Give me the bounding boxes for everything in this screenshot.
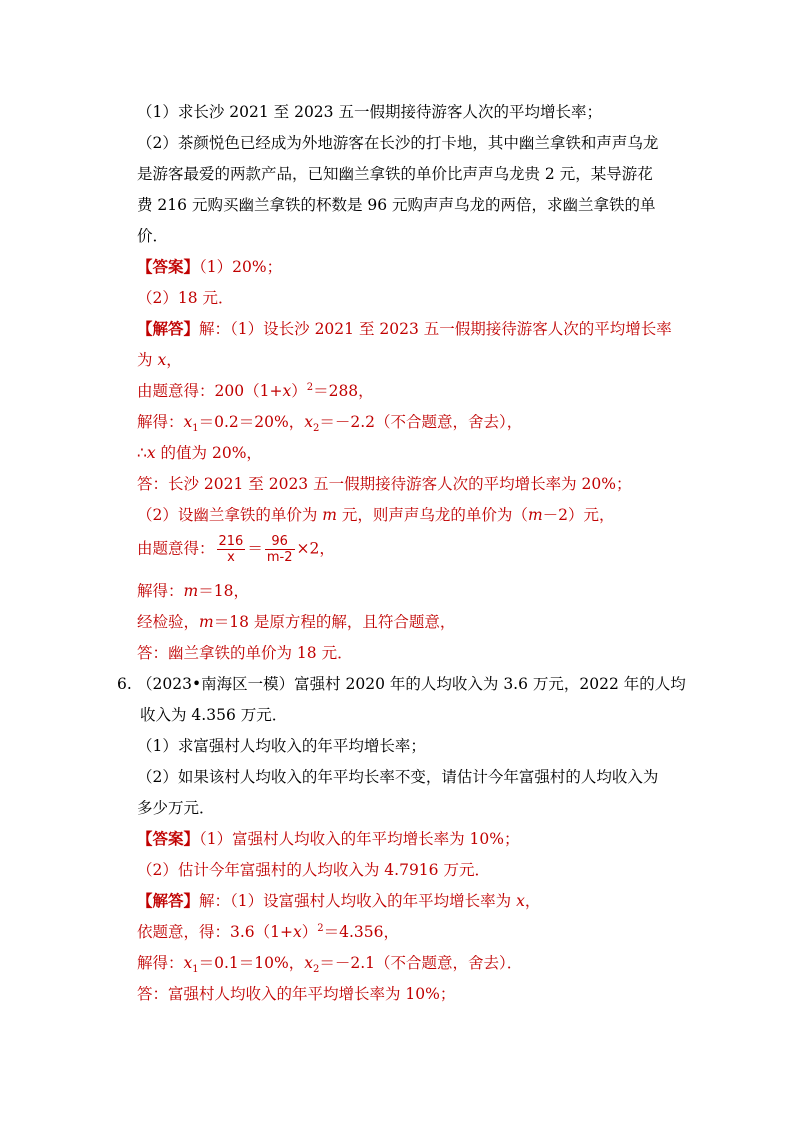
subscript: 1 [192, 964, 199, 976]
solution-roots-2 [137, 581, 249, 601]
text: （1）20%； [199, 258, 283, 276]
variable: x [516, 892, 525, 910]
text: 解： [199, 892, 231, 910]
variable: m [199, 613, 214, 631]
text: 元，则声声乌龙的单价为（ [337, 506, 528, 524]
denominator: m-2 [266, 550, 293, 565]
text: （2）18 元． [137, 289, 234, 307]
text: ＝－2.2（不合题意，舍去）， [319, 413, 523, 431]
numerator: 216 [218, 534, 244, 549]
text: 经检验， [137, 613, 200, 631]
therefore-symbol: ∴ [137, 444, 147, 462]
text: 为 [137, 351, 158, 369]
text: ＝288， [313, 382, 374, 400]
question-6-line-2 [140, 705, 287, 725]
text: 答：富强村人均收入的年平均增长率为 10%； [137, 985, 456, 1003]
text: 费 216 元购买幽兰拿铁的杯数是 96 元购声声乌龙的两倍，求幽兰拿铁的单 [137, 196, 656, 214]
variable: m [322, 506, 337, 524]
text: 解得： [137, 582, 184, 600]
text: 多少万元． [137, 799, 215, 817]
text: 由题意得：200（1+ [137, 382, 283, 400]
question-6-part-1 [137, 736, 426, 756]
subscript: 2 [313, 423, 320, 435]
answer-6-line-2 [137, 860, 490, 880]
text: （2）茶颜悦色已经成为外地游客在长沙的打卡地，其中幽兰拿铁和声声乌龙 [137, 134, 659, 152]
solution-tag: 【解答】 [137, 891, 200, 910]
answer-line-1 [137, 257, 282, 277]
subscript: 2 [313, 964, 320, 976]
fraction-96-over-m-minus-2 [265, 534, 295, 565]
text: ＝4.356， [323, 923, 400, 941]
solution-check [137, 612, 455, 632]
text: 解得： [137, 954, 184, 972]
text: 由题意得： [137, 539, 215, 558]
solution-tag: 【解答】 [137, 319, 200, 338]
solution-roots-1 [137, 412, 523, 435]
question-part-2-line-4 [137, 226, 168, 246]
text: （2023•南海区一模）富强村 2020 年的人均收入为 3.6 万元，2022 年的人均 [137, 675, 686, 693]
text: ×2， [296, 539, 335, 558]
question-number: 6. [117, 675, 132, 693]
text: （1）求富强村人均收入的年平均增长率； [137, 737, 426, 755]
text: 依题意，得：3.6（1+ [137, 923, 293, 941]
solution-answer-2 [137, 643, 353, 663]
solution-equation-1 [137, 381, 374, 401]
text: 解得： [137, 413, 184, 431]
variable: x [304, 954, 313, 972]
variable: x [282, 382, 292, 400]
variable: x [183, 954, 193, 972]
variable: x [293, 923, 302, 941]
variable: x [183, 413, 193, 431]
solution-line-2 [137, 350, 182, 370]
text: ＝18， [198, 582, 249, 600]
text: （1）设长沙 2021 至 2023 五一假期接待游客人次的平均增长率 [230, 320, 672, 338]
variable: m [183, 582, 199, 600]
text: 收入为 4.356 万元． [140, 706, 288, 724]
answer-line-2 [137, 288, 234, 308]
text: 答：长沙 2021 至 2023 五一假期接待游客人次的平均增长率为 20%； [137, 475, 632, 493]
answer-tag: 【答案】 [137, 257, 200, 276]
question-part-1 [137, 102, 602, 122]
solution-equation-2 [137, 534, 335, 565]
text: （1）设富强村人均收入的年平均增长率为 [230, 892, 517, 910]
text: ， [524, 892, 541, 910]
text: －2）元， [542, 506, 615, 524]
solution-6-line-1 [137, 891, 540, 911]
numerator: 96 [265, 534, 295, 550]
solution-therefore [137, 443, 262, 463]
answer-6-line-1 [137, 829, 520, 849]
text: ＝0.2＝20%， [198, 413, 305, 431]
exponent: 2 [317, 922, 324, 934]
solution-line-1 [137, 319, 672, 339]
variable: x [304, 413, 313, 431]
fraction-216-over-x [217, 534, 246, 565]
text: （2）设幽兰拿铁的单价为 [137, 506, 323, 524]
variable: x [146, 444, 156, 462]
text: ＝18 是原方程的解，且符合题意， [213, 613, 456, 631]
exponent: 2 [306, 381, 314, 393]
text: 价． [137, 227, 169, 245]
solution-6-answer [137, 984, 455, 1004]
text: 的值为 20%， [155, 444, 262, 462]
text: ） [301, 923, 318, 941]
text: 答：幽兰拿铁的单价为 18 元． [137, 644, 353, 662]
answer-tag: 【答案】 [137, 829, 200, 848]
question-part-2-line-1 [137, 133, 658, 153]
text: （1）富强村人均收入的年平均增长率为 10%； [199, 830, 520, 848]
text: 解： [199, 320, 231, 338]
question-part-2-line-3 [137, 195, 656, 215]
question-6-line-1 [137, 674, 686, 694]
variable: m [527, 506, 543, 524]
text: ＝0.1＝10%， [198, 954, 305, 972]
variable: x [157, 351, 167, 369]
text: 是游客最爱的两款产品，已知幽兰拿铁的单价比声声乌龙贵 2 元，某导游花 [137, 165, 653, 183]
solution-answer-1 [137, 474, 631, 494]
question-part-2-line-2 [137, 164, 653, 184]
equals-sign: ＝ [247, 539, 263, 558]
text: ＝－2.1（不合题意，舍去）． [319, 954, 523, 972]
text: （1）求长沙 2021 至 2023 五一假期接待游客人次的平均增长率； [137, 103, 602, 121]
question-6-part-2-line-1 [137, 767, 658, 787]
text: ） [291, 382, 307, 400]
text: （2）估计今年富强村的人均收入为 4.7916 万元． [137, 861, 490, 879]
solution-6-equation [137, 922, 399, 942]
text: ， [166, 351, 182, 369]
question-6-part-2-line-2 [137, 798, 215, 818]
solution-part-2-setup [137, 505, 615, 525]
denominator: x [227, 550, 235, 565]
solution-6-roots [137, 953, 523, 976]
text: （2）如果该村人均收入的年平均长率不变，请估计今年富强村的人均收入为 [137, 768, 659, 786]
subscript: 1 [192, 423, 199, 435]
